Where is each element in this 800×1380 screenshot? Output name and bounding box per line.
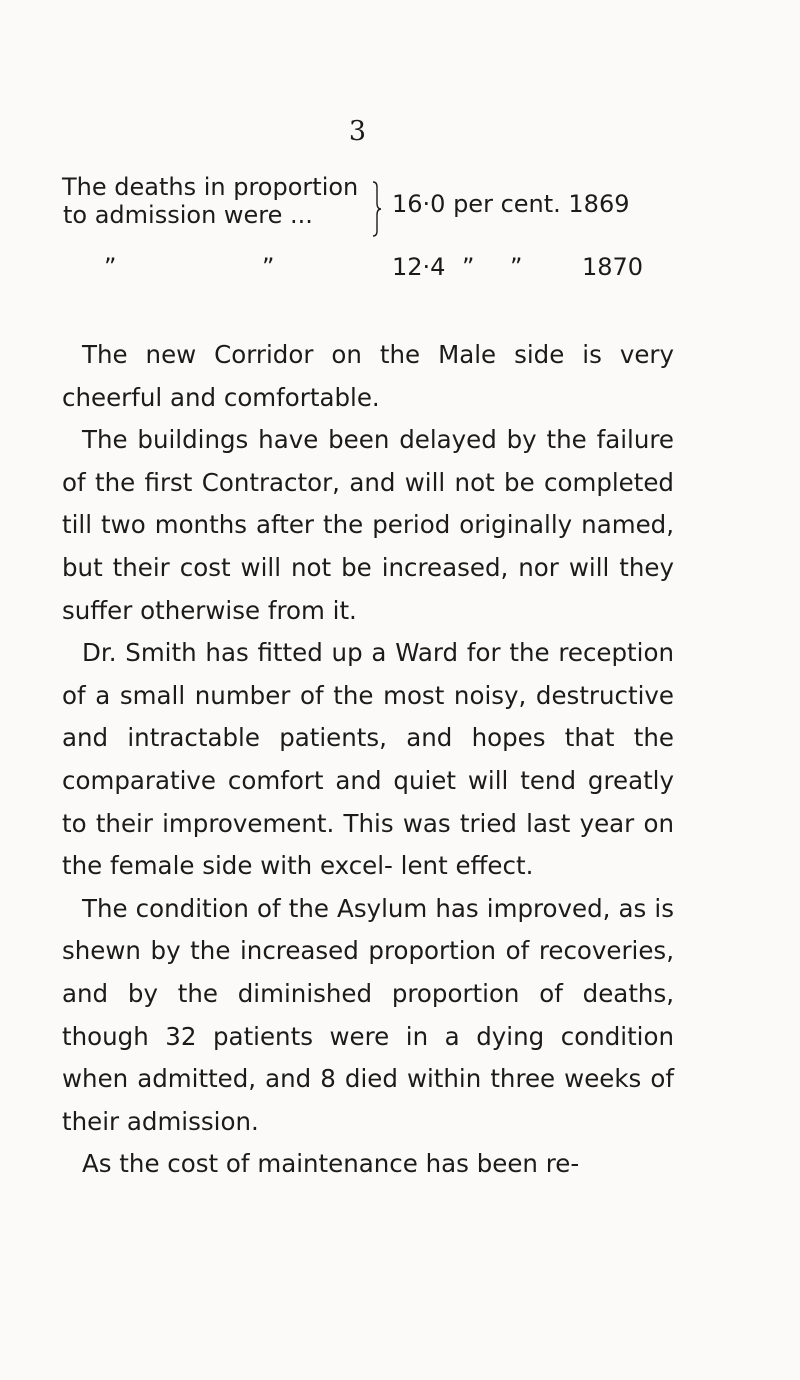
statistic-row-2-year: 1870: [582, 253, 644, 281]
ditto-mark: ”: [510, 253, 523, 281]
paragraph-buildings: The buildings have been delayed by the failure of the first Contractor, and will not be completed till two months after the period originally named, but their cost will not be increased, nor will they suffer otherwise from it.: [62, 425, 674, 625]
curly-brace-icon: [372, 181, 382, 237]
paragraph-condition: The condition of the Asylum has improved, as is shewn by the increased proportion of recoveries, and by the diminished proportion of deaths, though 32 patients were in a dying condition when admitted, and 8 died within three weeks of their admission.: [62, 893, 674, 1136]
statistic-label-line-1: The deaths in proportion: [62, 173, 359, 201]
statistic-row-2-value: 12·4: [392, 253, 446, 281]
ditto-mark: ”: [104, 253, 117, 281]
death-statistics: [62, 173, 682, 293]
ditto-mark: ”: [262, 253, 275, 281]
paragraph-ward: Dr. Smith has fitted up a Ward for the reception of a small number of the most noisy, destructive and intractable patients, and hopes that the comparative comfort and quiet will tend greatly to their improvement. This was tried last year on the female side with excel- lent effect.: [62, 638, 674, 881]
page-number: 3: [348, 116, 367, 147]
statistic-label-line-2: to admission were ...: [63, 201, 313, 229]
statistic-row-1-value: 16·0 per cent. 1869: [392, 190, 630, 218]
paragraph-corridor: The new Corridor on the Male side is very cheerful and comfortable.: [62, 340, 674, 412]
ditto-mark: ”: [462, 253, 475, 281]
paragraph-maintenance: As the cost of maintenance has been re-: [82, 1149, 580, 1179]
statistic-label: [62, 173, 368, 229]
body-text: [62, 334, 674, 1186]
